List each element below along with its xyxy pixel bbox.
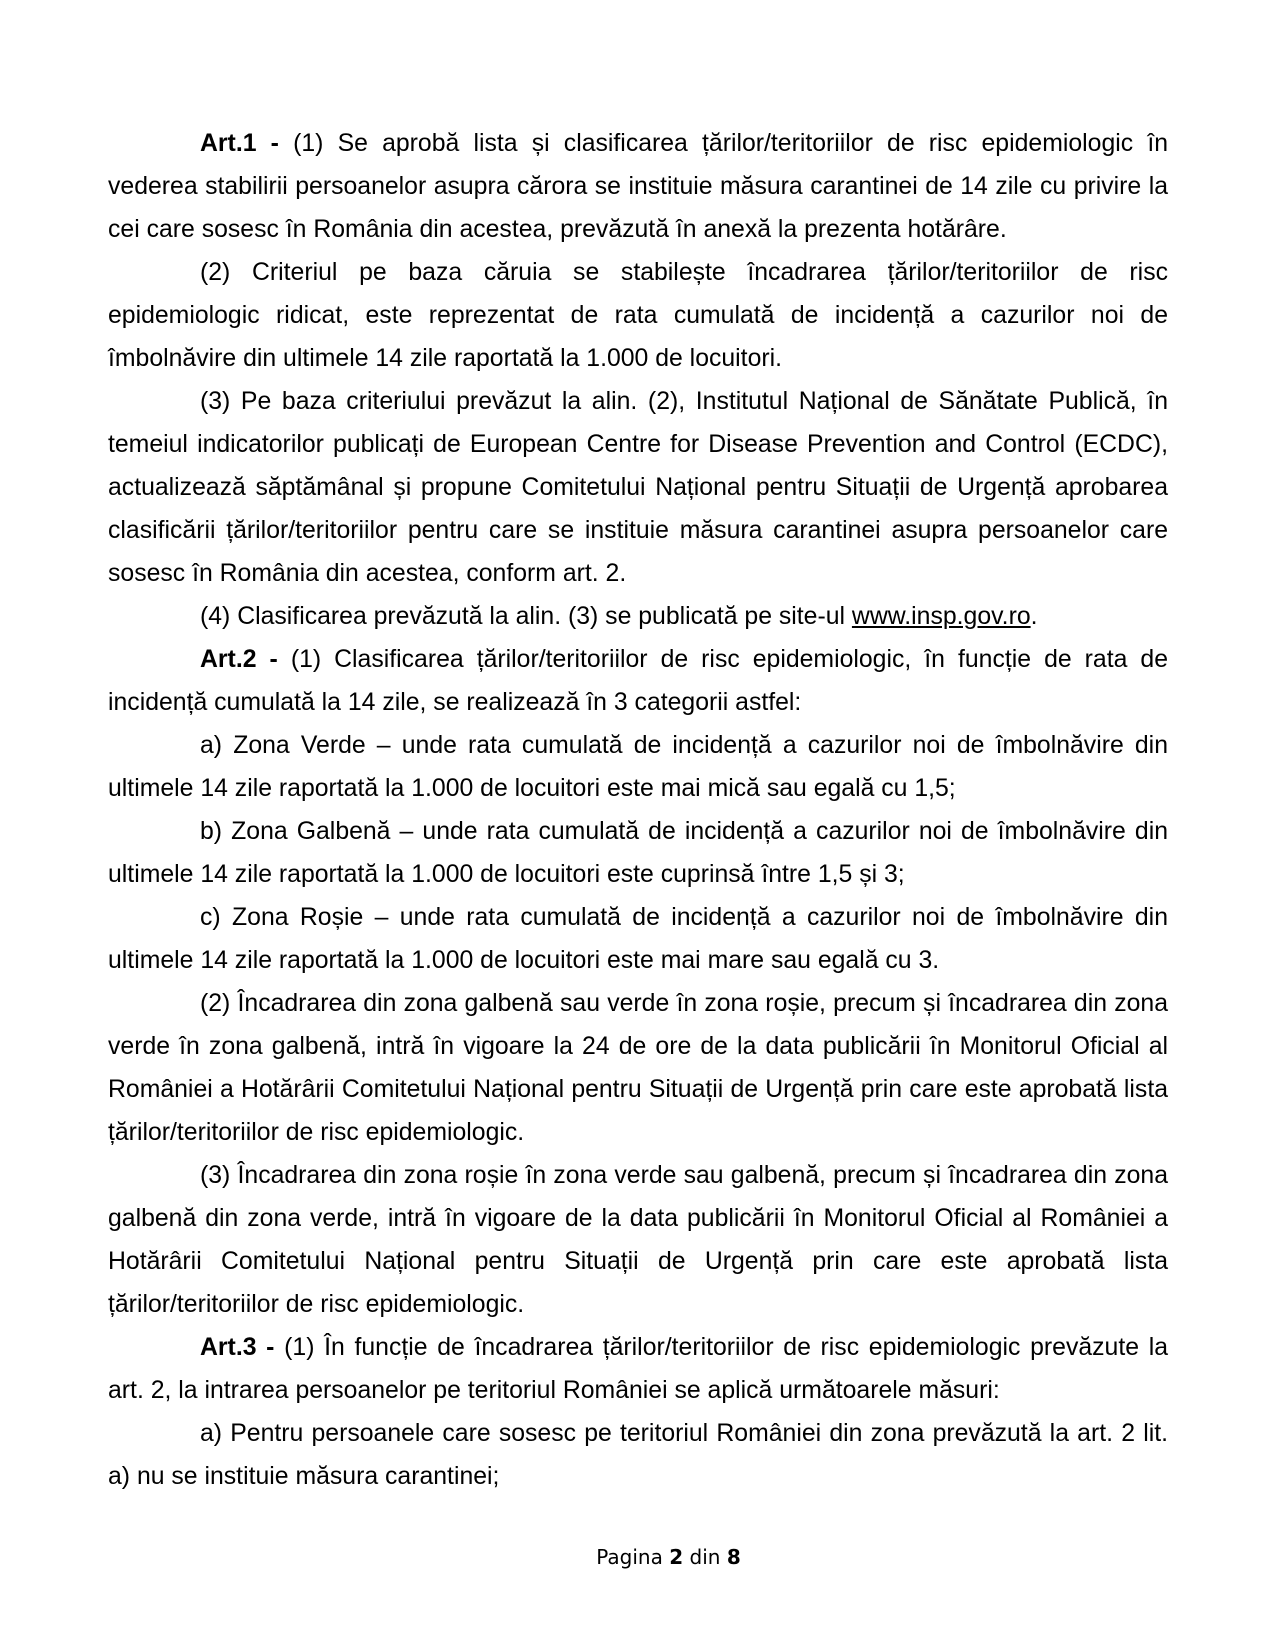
footer-din-label: din <box>689 1545 721 1569</box>
article-1-label: Art.1 - <box>200 130 279 157</box>
paragraph-art2-lit-b <box>108 810 1168 896</box>
paragraph-art1-3 <box>108 380 1168 595</box>
document-body-text <box>108 122 1168 1498</box>
paragraph-art2-1 <box>108 638 1168 724</box>
insp-website-link[interactable]: www.insp.gov.ro <box>851 603 1031 630</box>
paragraph-art3-lit-a <box>108 1412 1168 1498</box>
paragraph-art1-1 <box>108 122 1168 251</box>
paragraph-text: . <box>1030 603 1038 630</box>
paragraph-text: c) Zona Roșie – unde rata cumulată de incidență a cazurilor noi de îmbolnăvire din ultimele 14 zile raportată la 1.000 de locuitori este mai mare sau egală cu 3. <box>108 904 1168 974</box>
paragraph-text: a) Pentru persoanele care sosesc pe teritoriul României din zona prevăzută la art. 2 lit. a) nu se instituie măsura carantinei; <box>108 1420 1168 1490</box>
article-3-label: Art.3 - <box>200 1334 275 1361</box>
paragraph-text: (1) Clasificarea țărilor/teritoriilor de risc epidemiologic, în funcție de rata de incidență cumulată la 14 zile, se realizează în 3 categorii astfel: <box>108 646 1169 716</box>
paragraph-text: (3) Încadrarea din zona roșie în zona verde sau galbenă, precum și încadrarea din zona galbenă din zona verde, intră în vigoare de la data publicării în Monitorul Oficial al României a Hotărârii Comitetului Național pentru Situații de Urgență prin care este aprobată lista țărilor/teritoriilor de risc epidemiologic. <box>108 1162 1168 1318</box>
paragraph-text: (3) Pe baza criteriului prevăzut la alin. (2), Institutul Național de Sănătate Publică, în temeiul indicatorilor publicați de European Centre for Disease Prevention and Control (ECDC), actualizează săptămânal și propune Comitetului Național pentru Situații de Urgență aprobarea clasificării țărilor/teritoriilor pentru care se instituie măsura carantinei asupra persoanelor care sosesc în România din acestea, conform art. 2. <box>108 388 1168 587</box>
footer-current-page: 2 <box>669 1545 684 1569</box>
paragraph-art2-lit-c <box>108 896 1168 982</box>
page-footer <box>62 1545 1275 1569</box>
paragraph-text: b) Zona Galbenă – unde rata cumulată de incidență a cazurilor noi de îmbolnăvire din ultimele 14 zile raportată la 1.000 de locuitori este cuprinsă între 1,5 și 3; <box>108 818 1168 888</box>
paragraph-art2-3 <box>108 1154 1168 1326</box>
paragraph-art3-1 <box>108 1326 1168 1412</box>
paragraph-art2-2 <box>108 982 1168 1154</box>
paragraph-text: (1) Se aprobă lista și clasificarea țărilor/teritoriilor de risc epidemiologic în vederea stabilirii persoanelor asupra cărora se instituie măsura carantinei de 14 zile cu privire la cei care sosesc în România din acestea, prevăzută în anexă la prezenta hotărâre. <box>108 130 1168 243</box>
paragraph-text: a) Zona Verde – unde rata cumulată de incidență a cazurilor noi de îmbolnăvire din ultimele 14 zile raportată la 1.000 de locuitori este mai mică sau egală cu 1,5; <box>108 732 1168 802</box>
footer-pagina-label: Pagina <box>596 1545 663 1569</box>
paragraph-text: (2) Încadrarea din zona galbenă sau verde în zona roșie, precum și încadrarea din zona verde în zona galbenă, intră în vigoare la 24 de ore de la data publicării în Monitorul Oficial al României a Hotărârii Comitetului Național pentru Situații de Urgență prin care este aprobată lista țărilor/teritoriilor de risc epidemiologic. <box>108 990 1168 1146</box>
paragraph-text: (1) În funcție de încadrarea țărilor/teritoriilor de risc epidemiologic prevăzute la art. 2, la intrarea persoanelor pe teritoriul României se aplică următoarele măsuri: <box>108 1334 1168 1404</box>
paragraph-art1-2 <box>108 251 1168 380</box>
paragraph-art2-lit-a <box>108 724 1168 810</box>
paragraph-text: (2) Criteriul pe baza căruia se stabilește încadrarea țărilor/teritoriilor de risc epidemiologic ridicat, este reprezentat de rata cumulată de incidență a cazurilor noi de îmbolnăvire din ultimele 14 zile raportată la 1.000 de locuitori. <box>108 259 1168 372</box>
footer-total-pages: 8 <box>726 1545 741 1569</box>
paragraph-text: (4) Clasificarea prevăzută la alin. (3) se publicată pe site-ul <box>200 603 846 630</box>
paragraph-art1-4 <box>108 595 1168 638</box>
article-2-label: Art.2 - <box>200 646 278 673</box>
